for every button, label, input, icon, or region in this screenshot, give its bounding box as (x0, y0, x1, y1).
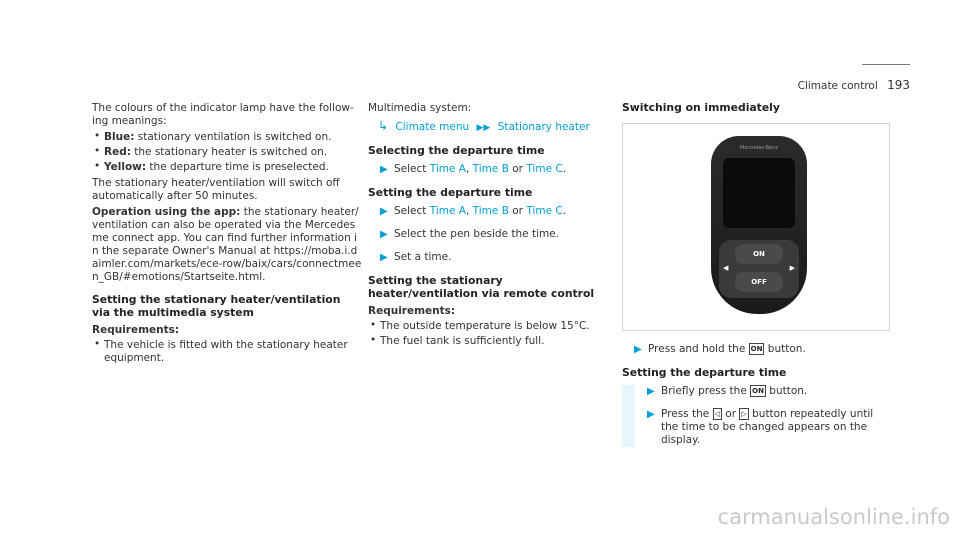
remote-display (723, 158, 795, 228)
column-middle (368, 102, 610, 351)
requirement-item (368, 320, 610, 333)
step-arrow-icon: ▶ (634, 344, 642, 355)
right-key-icon: ▷ (741, 410, 747, 418)
step-arrow-icon: ▶ (647, 386, 655, 397)
right-arrow-icon: ▶ (789, 264, 795, 272)
repeat-press-step (647, 408, 892, 447)
requirement-text: The outside temperature is below 15°C. (380, 320, 590, 332)
bullet-icon: • (94, 160, 101, 172)
stationary-heater-link[interactable]: Stationary heater (497, 121, 590, 133)
requirement-text: The vehicle is fitted with the stationary heater equipment. (104, 339, 348, 364)
colour-name: Blue: (104, 131, 135, 143)
menu-path (368, 120, 610, 135)
select-time-step: ▶ Select Time A, Time B or Time C. (380, 163, 567, 175)
step-text: Set a time. (394, 251, 452, 263)
step-text: Press and hold the (648, 343, 746, 355)
set-time-step: ▶ Select Time A, Time B or Time C. (380, 205, 567, 217)
watermark: carmanualsonline.info (717, 505, 950, 529)
bullet-icon: • (370, 319, 377, 331)
requirement-item (368, 335, 610, 348)
colour-intro: The colours of the indicator lamp have the follow-ing meanings: (92, 102, 354, 127)
column-left (92, 102, 362, 368)
column-right (622, 101, 892, 447)
step-arrow-icon: ▶ (380, 252, 388, 263)
page-header (798, 78, 910, 92)
colour-meaning: the stationary heater is switched on. (134, 146, 328, 158)
remote-control-heading: Setting the stationary heater/ventilation via remote control (368, 274, 595, 300)
colour-item-yellow (92, 161, 362, 174)
step-text: Select (394, 163, 427, 175)
step-text: button. (767, 343, 806, 355)
app-label: Operation using the app: (92, 206, 241, 218)
time-a-link[interactable]: Time A (429, 205, 466, 217)
press-hold-step (622, 343, 892, 356)
page-number: 193 (887, 78, 910, 92)
time-c-link[interactable]: Time C (526, 205, 563, 217)
step-text: button. (769, 385, 808, 397)
step-text: Press the (661, 408, 710, 420)
departure-steps (622, 385, 892, 447)
colour-name: Red: (104, 146, 131, 158)
set-a-time-step (368, 251, 610, 264)
switching-on-heading: Switching on immediately (622, 101, 780, 114)
briefly-press-step (647, 385, 892, 398)
time-c-link[interactable]: Time C (526, 163, 563, 175)
app-text: the stationary heater/ventilation can also be operated via the Mercedes me connect app. You can find further information in the separate Owner's Manual at https://moba.i.daimler.com/markets/ece-row/baix/cars/connectmeen_GB/#emotions/Startseite.html. (92, 206, 362, 283)
step-text: button repeatedly until the time to be changed appears on the display. (661, 408, 874, 446)
time-b-link[interactable]: Time B (472, 163, 509, 175)
step-text: Select the pen beside the time. (394, 228, 560, 240)
time-a-link[interactable]: Time A (429, 163, 466, 175)
step-arrow-icon: ▶ (647, 409, 655, 420)
auto-off-note: The stationary heater/ventilation will switch off automatically after 50 minutes. (92, 177, 340, 202)
double-chevron-icon: ▶▶ (476, 123, 491, 133)
app-note (92, 206, 362, 284)
step-arrow-icon: ▶ (380, 206, 388, 217)
step-arrow-icon: ▶ (380, 164, 388, 175)
bullet-icon: • (94, 145, 101, 157)
colour-item-blue (92, 131, 362, 144)
on-button: ON (735, 244, 783, 264)
requirements-list (368, 320, 610, 348)
multimedia-heading: Setting the stationary heater/ventilation via the multimedia system (92, 293, 341, 319)
header-rule (862, 64, 910, 65)
left-arrow-icon: ◀ (723, 264, 729, 272)
colour-list (92, 131, 362, 174)
colour-item-red (92, 146, 362, 159)
bullet-icon: • (94, 338, 101, 350)
left-key-icon: ◁ (714, 410, 720, 418)
multimedia-label: Multimedia system: (368, 102, 472, 114)
or-text: or (512, 205, 523, 217)
requirement-item (92, 339, 362, 365)
requirements-list (92, 339, 362, 365)
off-button: OFF (735, 272, 783, 292)
colour-meaning: stationary ventilation is switched on. (137, 131, 332, 143)
section-title: Climate control (797, 80, 878, 92)
bullet-icon: • (94, 130, 101, 142)
colour-name: Yellow: (104, 161, 147, 173)
on-key-icon: ON (750, 345, 763, 353)
climate-menu-link[interactable]: Climate menu (395, 121, 470, 133)
remote-control-image (622, 123, 890, 331)
or-text: or (725, 408, 737, 420)
selecting-departure-heading: Selecting the departure time (368, 144, 545, 157)
step-text: Briefly press the (661, 385, 747, 397)
path-arrow-icon: ↳ (378, 119, 389, 133)
requirements-label: Requirements: (368, 305, 456, 317)
bullet-icon: • (370, 334, 377, 346)
brand-label: Mercedes-Benz (740, 145, 778, 151)
step-text: Select (394, 205, 427, 217)
on-key-icon: ON (752, 387, 764, 395)
setting-departure-heading: Setting the departure time (368, 186, 533, 199)
time-b-link[interactable]: Time B (472, 205, 509, 217)
departure-time-heading: Setting the departure time (622, 366, 787, 379)
requirements-label: Requirements: (92, 324, 180, 336)
pen-step (368, 228, 610, 241)
step-arrow-icon: ▶ (380, 229, 388, 240)
requirement-text: The fuel tank is sufficiently full. (380, 335, 545, 347)
colour-meaning: the departure time is preselected. (149, 161, 329, 173)
remote-control-device (711, 136, 807, 314)
or-text: or (512, 163, 523, 175)
